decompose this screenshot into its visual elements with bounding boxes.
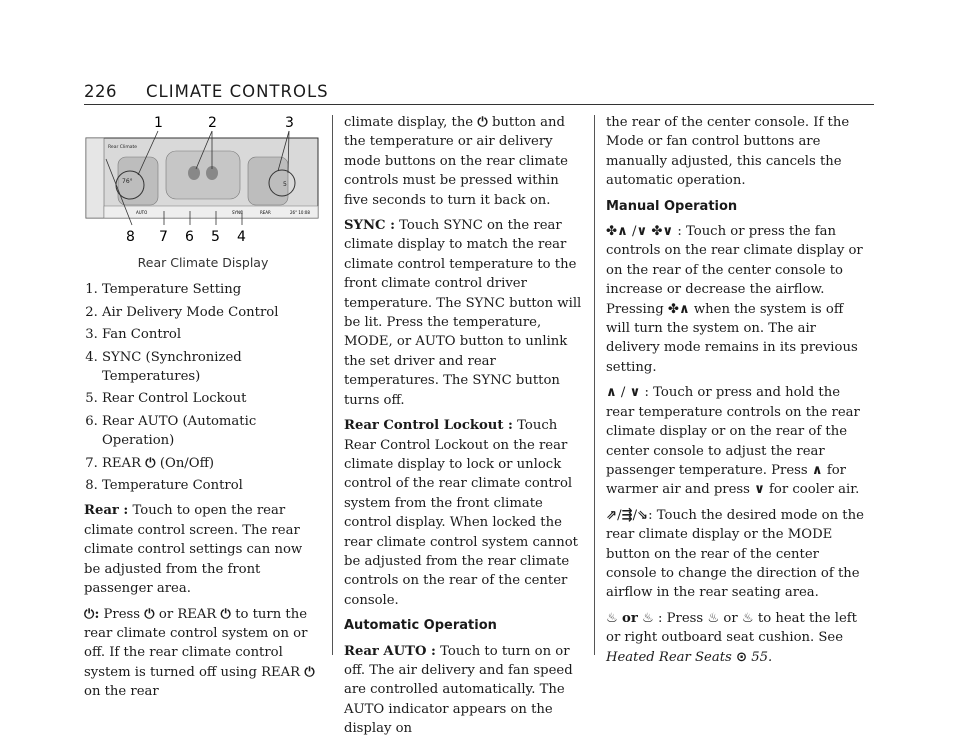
chevron-up-icon: ∧ — [811, 462, 823, 478]
lockout-paragraph — [344, 416, 582, 610]
column-1 — [84, 113, 322, 708]
header-rule — [84, 104, 874, 105]
auto-continuation-paragraph: the rear of the center console. If the Mode or fan control buttons are manually adjusted, this cancels the automatic operation. — [606, 115, 850, 189]
btn-sync-label: SYNC — [232, 210, 243, 215]
legend-item-5: 5. Rear Control Lockout — [102, 389, 322, 408]
column-3 — [606, 113, 868, 673]
power-text-2: or REAR — [158, 606, 217, 622]
page-header — [84, 82, 874, 106]
fan-text-1: : Touch or press the fan controls on the rear climate display or on the rear of the center console to increase or decrease the airflow. Pressing — [606, 224, 863, 317]
mode-sep: / — [632, 507, 638, 523]
rear-text: Touch to open the rear climate control screen. The rear climate control settings can now be adjusted from the front passenger area. — [84, 503, 303, 597]
btn-auto-label: AUTO — [136, 210, 148, 215]
power-icon: ⏻ — [84, 606, 95, 622]
power-text-3: to turn the rear climate control system on or off. If the rear climate control system is turned off using REAR — [84, 606, 308, 680]
power-text-4: on the rear — [84, 684, 159, 700]
section-title: CLIMATE CONTROLS — [146, 82, 329, 101]
chevron-up-icon: ∧ — [678, 301, 690, 317]
power-icon: ⏻ — [145, 455, 156, 471]
temp-sep: / — [620, 385, 626, 401]
power-icon: ⏻ — [144, 606, 155, 622]
legend-list — [84, 280, 322, 495]
chevron-down-icon: ∨ — [662, 224, 674, 240]
seat-text-3: to heat the left or right outboard seat cushion. See — [606, 610, 857, 646]
chevron-up-icon: ∧ — [617, 224, 628, 240]
power-term: : — [94, 606, 100, 622]
column-divider-1 — [332, 115, 333, 655]
heated-rear-seats-link[interactable]: Heated Rear Seats — [606, 649, 732, 665]
sync-term: SYNC : — [344, 218, 395, 234]
callout-2: 2 — [208, 115, 217, 131]
legend-item-4: 4. SYNC (Synchronized Temperatures) — [102, 348, 322, 387]
temp-text-1: : Touch or press and hold the rear temperature controls on the rear climate display or on the rear of the center console to adjust the rear passenger temperature. Press — [606, 385, 860, 478]
callout-6: 6 — [185, 229, 194, 245]
callout-4: 4 — [237, 229, 246, 245]
legend-item-3: 3. Fan Control — [102, 325, 322, 344]
temperature-paragraph — [606, 383, 868, 499]
fan-text-2: when the system is off will turn the system on. The air delivery mode remains in its previous setting. — [606, 301, 858, 375]
column-2 — [344, 113, 582, 745]
vent-mode-icon: ⇗ — [606, 507, 618, 523]
page-number: 226 — [84, 82, 117, 101]
left-heated-seat-icon: ♨ — [606, 610, 618, 626]
lockout-text: Touch Rear Control Lockout on the rear climate display to lock or unlock control of the rear climate control system from the front climate control display. When locked the rear climate control system cannot be adjusted from the rear climate controls on the rear of the center console. — [344, 418, 578, 608]
rear-climate-display-figure — [84, 113, 322, 253]
temp-text-3: for cooler air. — [769, 482, 860, 498]
rear-auto-paragraph — [344, 642, 582, 739]
chevron-down-icon: ∨ — [629, 385, 641, 401]
rear-term: Rear : — [84, 503, 129, 519]
mode-text: : Touch the desired mode on the rear climate display or the MODE button on the rear of the center console to change the direction of the airflow in the rear seating area. — [606, 507, 864, 601]
seat-text-2: or — [723, 610, 738, 626]
cont-text-a: climate display, the — [344, 115, 474, 130]
status-time: 26° 10:08 — [290, 210, 310, 215]
column-divider-2 — [594, 115, 595, 655]
bilevel-mode-icon: ⇶ — [621, 507, 633, 523]
chevron-up-icon: ∧ — [606, 385, 617, 401]
callout-8: 8 — [126, 229, 135, 245]
legend-item-7-label: REAR — [102, 455, 142, 471]
screen-title: Rear Climate — [108, 145, 138, 150]
heated-rear-seats-page[interactable]: 55. — [751, 649, 773, 665]
chevron-down-icon: ∨ — [636, 224, 648, 240]
legend-item-7-suffix: (On/Off) — [159, 455, 215, 471]
mode-paragraph — [606, 506, 868, 603]
legend-item-8: 8. Temperature Control — [102, 476, 322, 495]
seat-or: or — [622, 610, 638, 626]
left-heated-seat-icon: ♨ — [707, 610, 720, 626]
rear-auto-text: Touch to turn on or off. The air delivery and fan speed are controlled automatically. The AUTO indicator appears on the display on — [344, 643, 573, 737]
continuation-paragraph — [344, 113, 582, 210]
fan-sep: / — [631, 224, 637, 240]
legend-item-2: 2. Air Delivery Mode Control — [102, 303, 322, 322]
fan-icon: ✤ — [606, 224, 618, 240]
page-reference-icon: ⊙ — [735, 649, 748, 665]
manual-operation-heading: Manual Operation — [606, 198, 738, 214]
callout-1: 1 — [154, 115, 163, 131]
power-text-1: Press — [103, 606, 141, 622]
lockout-term: Rear Control Lockout : — [344, 418, 513, 434]
temp-text-2: for warmer air and press — [606, 462, 846, 498]
right-heated-seat-icon: ♨ — [641, 610, 654, 626]
callout-3: 3 — [285, 115, 294, 131]
fan-icon: ✤ — [651, 224, 663, 240]
right-heated-seat-icon: ♨ — [741, 610, 754, 626]
rear-climate-display-illustration — [84, 113, 322, 253]
legend-item-1: 1. Temperature Setting — [102, 280, 322, 299]
automatic-operation-heading: Automatic Operation — [344, 618, 497, 634]
rear-paragraph — [84, 501, 322, 598]
power-icon: ⏻ — [220, 606, 231, 622]
mode-sep: / — [617, 507, 622, 523]
rear-auto-term: Rear AUTO : — [344, 643, 436, 659]
legend-item-6: 6. Rear AUTO (Automatic Operation) — [102, 412, 322, 451]
legend-item-7 — [102, 454, 322, 473]
cont-text-b: button and the temperature or air delivery mode buttons on the rear climate controls must be pressed within five seconds to turn it back on. — [344, 115, 568, 208]
fan-paragraph — [606, 222, 868, 377]
floor-mode-icon: ⇘ — [637, 507, 649, 523]
btn-rear-label: REAR — [260, 210, 271, 215]
power-icon: ⏻ — [304, 664, 315, 680]
power-paragraph — [84, 605, 322, 702]
fan-icon: ✤ — [667, 301, 679, 317]
figure-caption: Rear Climate Display — [137, 255, 269, 270]
temp-left: 76° — [122, 178, 133, 185]
sync-text: Touch SYNC on the rear climate display to match the rear climate control temperature to the front climate control driver temperature. The SYNC button will be lit. Press the temperature, MODE, or AUTO button to unlink the set driver and rear temperatures. The SYNC button turns off. — [344, 218, 582, 408]
sync-paragraph — [344, 216, 582, 410]
fan-level: 5 — [283, 181, 287, 188]
power-icon: ⏻ — [477, 115, 488, 130]
heated-seat-paragraph — [606, 609, 868, 667]
chevron-down-icon: ∨ — [754, 482, 765, 498]
seat-text-1: : Press — [658, 610, 704, 626]
callout-5: 5 — [211, 229, 220, 245]
callout-7: 7 — [159, 229, 168, 245]
